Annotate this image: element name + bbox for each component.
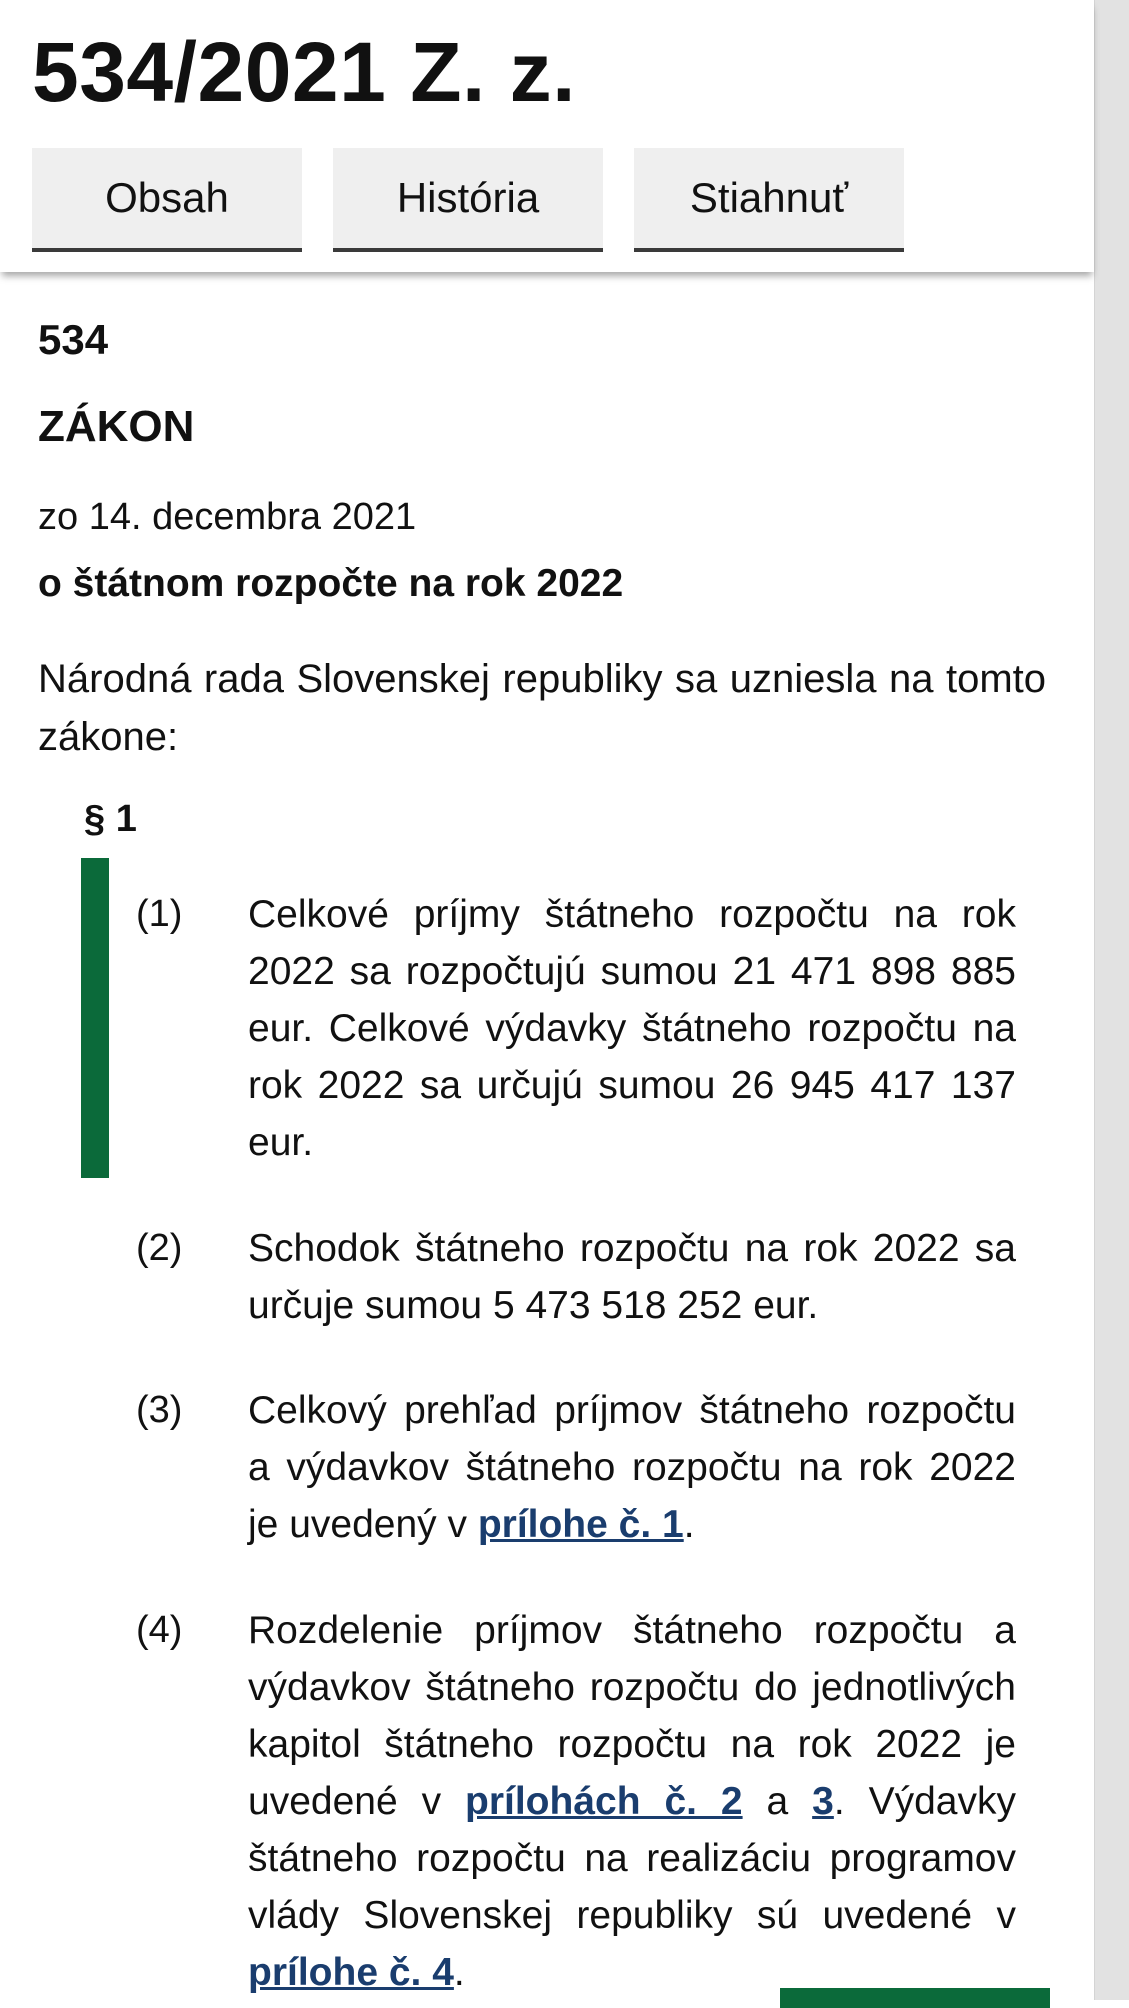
document-header — [0, 0, 1094, 272]
next-change-marker — [780, 1988, 1050, 2008]
section-heading: § 1 — [84, 798, 137, 840]
link-priloha-4[interactable]: prílohe č. 4 — [248, 1951, 454, 1994]
scrollbar[interactable] — [1094, 0, 1129, 2000]
item-number: (4) — [136, 1609, 183, 1651]
tab-stiahnut[interactable]: Stiahnuť — [634, 148, 904, 252]
item-text: Celkové príjmy štátneho rozpočtu na rok 2022 sa rozpočtujú sumou 21 471 898 885 eur. Celkové výdavky štátneho rozpočtu na rok 2022 sa určujú sumou 26 945 417 137 eur. — [248, 893, 1016, 1164]
tab-obsah[interactable]: Obsah — [32, 148, 302, 252]
item-text — [248, 1382, 1016, 1553]
law-intro: Národná rada Slovenskej republiky sa uzniesla na tomto zákone: — [38, 657, 1046, 759]
item-number: (2) — [136, 1227, 183, 1269]
item-text-part: . — [453, 1951, 465, 1994]
law-subject: o štátnom rozpočte na rok 2022 — [38, 562, 624, 605]
item-number: (3) — [136, 1389, 183, 1431]
item-text-part: Rozdelenie príjmov štátneho rozpočtu a výdavkov štátneho rozpočtu do jednotlivých kapitol štátneho rozpočtu na rok 2022 je uvedené v — [248, 1609, 1016, 1823]
item-text-part: Celkový prehľad príjmov štátneho rozpočtu a výdavkov štátneho rozpočtu na rok 2022 je uvedený v — [248, 1389, 1016, 1546]
change-marker-bar — [81, 858, 109, 1178]
item-number: (1) — [136, 893, 183, 935]
link-prilohy-2[interactable]: prílohách č. 2 — [465, 1780, 743, 1823]
law-number: 534 — [38, 316, 109, 363]
link-priloha-1[interactable]: prílohe č. 1 — [477, 1503, 684, 1546]
item-text — [248, 1602, 1016, 2001]
item-text-part: a — [742, 1780, 813, 1823]
item-text-part: . Výdavky štátneho rozpočtu na realizáciu programov vlády Slovenskej republiky sú uvedené v — [248, 1780, 1016, 1937]
law-date: zo 14. decembra 2021 — [38, 496, 417, 538]
item-text-part: . — [683, 1503, 695, 1546]
page-title: 534/2021 Z. z. — [32, 25, 577, 119]
item-text: Schodok štátneho rozpočtu na rok 2022 sa určuje sumou 5 473 518 252 eur. — [248, 1227, 1016, 1327]
law-type: ZÁKON — [38, 402, 195, 451]
link-priloha-3[interactable]: 3 — [812, 1780, 834, 1823]
tab-historia[interactable]: História — [333, 148, 603, 252]
